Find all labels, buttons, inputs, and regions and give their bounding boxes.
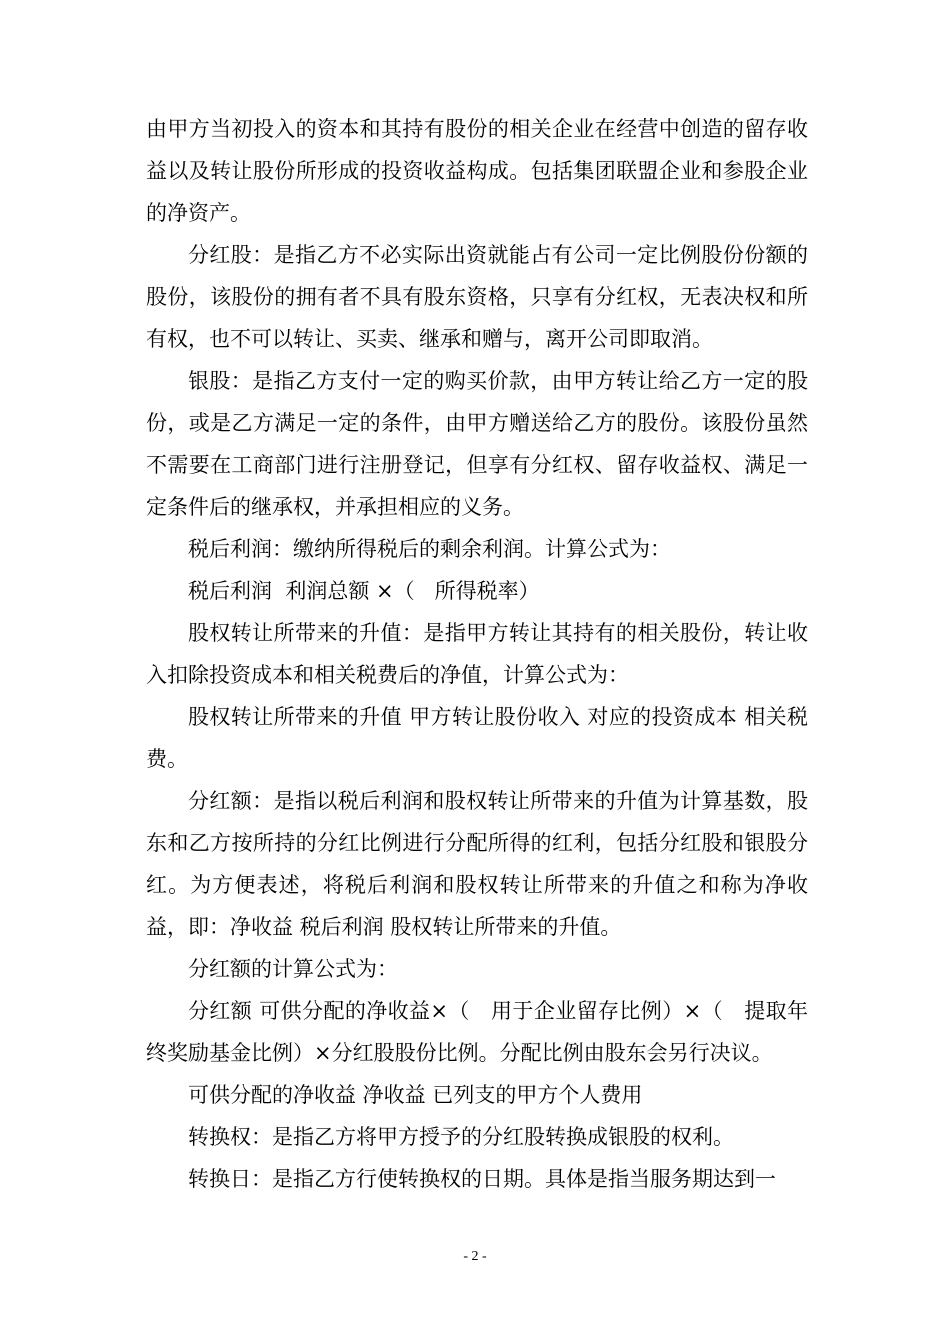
paragraph-conversion-date: 转换日：是指乙方行使转换权的日期。具体是指当服务期达到一 [188,1167,776,1191]
document-body [146,108,808,1200]
paragraph-equity-transfer-gain: 股权转让所带来的升值：是指甲方转让其持有的相关股份，转让收入扣除投资成本和相关税费后的净值，计算公式为： [146,621,808,687]
formula-after-tax-profit: 税后利润 利润总额 ×（ 所得税率） [188,579,540,603]
page-number: - 2 - [463,1249,487,1264]
paragraph-dividend-shares: 分红股：是指乙方不必实际出资就能占有公司一定比例股份份额的股份，该股份的拥有者不具有股东资格，只享有分红权，无表决权和所有权，也不可以转让、买卖、继承和赠与，离开公司即取消。 [146,243,808,351]
formula-dividend-amount: 分红额 可供分配的净收益×（ 用于企业留存比例）×（ 提取年终奖励基金比例）×分红股股份比例。分配比例由股东会另行决议。 [146,999,808,1065]
formula-equity-transfer-gain: 股权转让所带来的升值 甲方转让股份收入 对应的投资成本 相关税费。 [146,705,808,771]
paragraph-silver-shares: 银股：是指乙方支付一定的购买价款，由甲方转让给乙方一定的股份，或是乙方满足一定的条件，由甲方赠送给乙方的股份。该股份虽然不需要在工商部门进行注册登记，但享有分红权、留存收益权、满足一定条件后的继承权，并承担相应的义务。 [146,369,808,519]
paragraph-conversion-right: 转换权：是指乙方将甲方授予的分红股转换成银股的权利。 [188,1125,734,1149]
paragraph-dividend-amount: 分红额：是指以税后利润和股权转让所带来的升值为计算基数，股东和乙方按所持的分红比例进行分配所得的红利，包括分红股和银股分红。为方便表述，将税后利润和股权转让所带来的升值之和称为净收益，即：净收益 税后利润 股权转让所带来的升值。 [146,789,808,939]
formula-distributable-net-income: 可供分配的净收益 净收益 已列支的甲方个人费用 [188,1083,643,1107]
paragraph-after-tax-profit: 税后利润：缴纳所得税后的剩余利润。计算公式为： [188,537,671,561]
paragraph-net-assets-continuation: 由甲方当初投入的资本和其持有股份的相关企业在经营中创造的留存收益以及转让股份所形成的投资收益构成。包括集团联盟企业和参股企业的净资产。 [146,117,808,225]
paragraph-dividend-formula-intro: 分红额的计算公式为： [188,957,398,981]
